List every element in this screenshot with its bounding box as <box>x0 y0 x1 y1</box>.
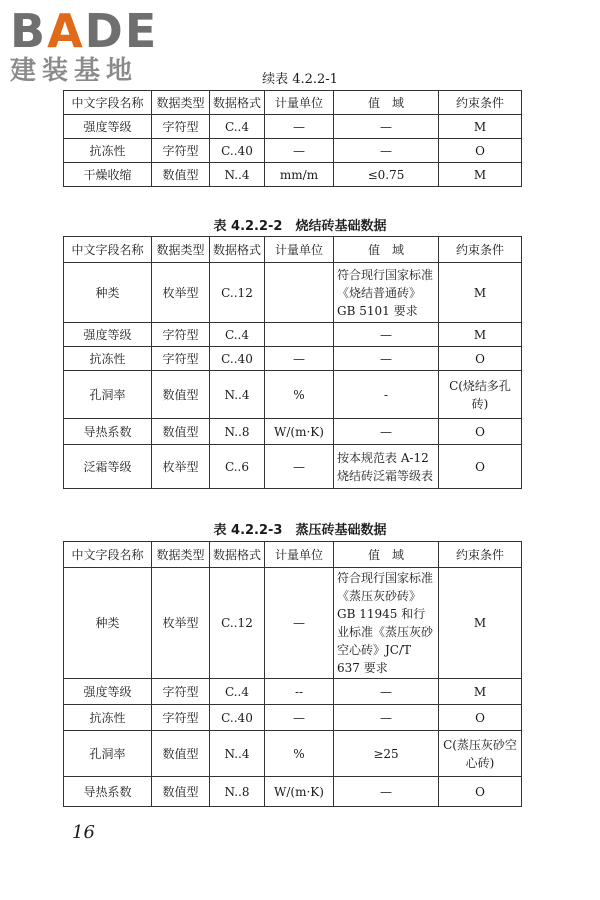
cell: -- <box>265 679 334 705</box>
page-number: 16 <box>72 822 95 843</box>
table-row <box>64 163 522 187</box>
cell: — <box>265 139 334 163</box>
table3 <box>63 541 522 807</box>
cell: C..4 <box>210 679 265 705</box>
cell: C(蒸压灰砂空心砖) <box>439 731 522 777</box>
cell: O <box>439 445 522 489</box>
cell: 字符型 <box>152 679 210 705</box>
cell: mm/m <box>265 163 334 187</box>
cell: % <box>265 371 334 419</box>
cell: M <box>439 679 522 705</box>
cell: — <box>334 347 439 371</box>
cell: — <box>334 115 439 139</box>
header-cell: 数据类型 <box>152 542 210 568</box>
header-cell: 约束条件 <box>439 91 522 115</box>
cell: 泛霜等级 <box>64 445 152 489</box>
cell: — <box>334 139 439 163</box>
header-cell: 计量单位 <box>265 91 334 115</box>
cell: O <box>439 419 522 445</box>
table-row <box>64 115 522 139</box>
cell: 数值型 <box>152 731 210 777</box>
table-row <box>64 347 522 371</box>
cell: C..4 <box>210 115 265 139</box>
cell: 导热系数 <box>64 777 152 807</box>
cell: 数值型 <box>152 777 210 807</box>
header-cell: 值 域 <box>334 237 439 263</box>
table-row <box>64 263 522 323</box>
header-cell: 数据格式 <box>210 542 265 568</box>
logo-subtitle: 建装基地 <box>10 56 139 86</box>
cell: M <box>439 115 522 139</box>
table1 <box>63 90 522 187</box>
cell: 强度等级 <box>64 679 152 705</box>
cell: 枚举型 <box>152 263 210 323</box>
cell: — <box>334 419 439 445</box>
cell: 字符型 <box>152 115 210 139</box>
cell: N..4 <box>210 371 265 419</box>
table2-caption: 表 4.2.2-2 烧结砖基础数据 <box>213 219 387 234</box>
table-row <box>64 445 522 489</box>
table-row <box>64 568 522 679</box>
cell: — <box>265 705 334 731</box>
cell: 符合现行国家标准《烧结普通砖》GB 5101 要求 <box>334 263 439 323</box>
cell: N..4 <box>210 731 265 777</box>
header-cell: 约束条件 <box>439 542 522 568</box>
cell: 抗冻性 <box>64 347 152 371</box>
cell <box>265 323 334 347</box>
cell: W/(m·K) <box>265 419 334 445</box>
cell: 字符型 <box>152 347 210 371</box>
cell: 抗冻性 <box>64 705 152 731</box>
table1-caption: 续表 4.2.2-1 <box>262 72 338 87</box>
table-row <box>64 705 522 731</box>
cell <box>265 263 334 323</box>
cell: 字符型 <box>152 139 210 163</box>
table-header-row <box>64 542 522 568</box>
table-row <box>64 419 522 445</box>
cell: — <box>334 777 439 807</box>
table-row <box>64 371 522 419</box>
table-row <box>64 323 522 347</box>
header-cell: 数据格式 <box>210 91 265 115</box>
cell: 种类 <box>64 568 152 679</box>
cell: 孔洞率 <box>64 731 152 777</box>
cell: — <box>334 679 439 705</box>
cell: 数值型 <box>152 419 210 445</box>
cell: 数值型 <box>152 371 210 419</box>
cell: — <box>334 323 439 347</box>
cell: M <box>439 323 522 347</box>
cell: 数值型 <box>152 163 210 187</box>
table-header-row <box>64 91 522 115</box>
table-row <box>64 777 522 807</box>
table-row <box>64 731 522 777</box>
header-cell: 数据类型 <box>152 91 210 115</box>
cell: - <box>334 371 439 419</box>
cell: C..40 <box>210 347 265 371</box>
cell: 导热系数 <box>64 419 152 445</box>
cell: 强度等级 <box>64 115 152 139</box>
cell: C..40 <box>210 139 265 163</box>
header-cell: 计量单位 <box>265 237 334 263</box>
table-row <box>64 679 522 705</box>
header-cell: 数据类型 <box>152 237 210 263</box>
cell: C..6 <box>210 445 265 489</box>
cell: 抗冻性 <box>64 139 152 163</box>
header-cell: 数据格式 <box>210 237 265 263</box>
table2 <box>63 236 522 489</box>
cell: N..8 <box>210 419 265 445</box>
cell: 孔洞率 <box>64 371 152 419</box>
header-cell: 值 域 <box>334 91 439 115</box>
cell: 强度等级 <box>64 323 152 347</box>
table-header-row <box>64 237 522 263</box>
cell: 种类 <box>64 263 152 323</box>
cell: 枚举型 <box>152 445 210 489</box>
cell: — <box>265 115 334 139</box>
cell: M <box>439 263 522 323</box>
cell: C..40 <box>210 705 265 731</box>
table-row <box>64 139 522 163</box>
cell: 按本规范表 A-12 烧结砖泛霜等级表 <box>334 445 439 489</box>
cell: — <box>265 347 334 371</box>
cell: — <box>265 568 334 679</box>
cell: O <box>439 347 522 371</box>
cell: — <box>265 445 334 489</box>
cell: C..12 <box>210 568 265 679</box>
cell: C..12 <box>210 263 265 323</box>
cell: 符合现行国家标准《蒸压灰砂砖》GB 11945 和行业标准《蒸压灰砂空心砖》JC/T 637 要求 <box>334 568 439 679</box>
cell: C(烧结多孔砖) <box>439 371 522 419</box>
cell: M <box>439 163 522 187</box>
header-cell: 计量单位 <box>265 542 334 568</box>
header-cell: 值 域 <box>334 542 439 568</box>
cell: O <box>439 139 522 163</box>
header-cell: 中文字段名称 <box>64 542 152 568</box>
cell: — <box>334 705 439 731</box>
cell: ≤0.75 <box>334 163 439 187</box>
cell: 干燥收缩 <box>64 163 152 187</box>
cell: O <box>439 705 522 731</box>
cell: ≥25 <box>334 731 439 777</box>
header-cell: 中文字段名称 <box>64 237 152 263</box>
cell: % <box>265 731 334 777</box>
cell: W/(m·K) <box>265 777 334 807</box>
cell: 字符型 <box>152 705 210 731</box>
cell: O <box>439 777 522 807</box>
cell: N..4 <box>210 163 265 187</box>
cell: 字符型 <box>152 323 210 347</box>
cell: M <box>439 568 522 679</box>
cell: 枚举型 <box>152 568 210 679</box>
table3-caption: 表 4.2.2-3 蒸压砖基础数据 <box>213 523 387 538</box>
logo-wordmark: BADE <box>10 4 159 58</box>
header-cell: 中文字段名称 <box>64 91 152 115</box>
header-cell: 约束条件 <box>439 237 522 263</box>
cell: C..4 <box>210 323 265 347</box>
cell: N..8 <box>210 777 265 807</box>
